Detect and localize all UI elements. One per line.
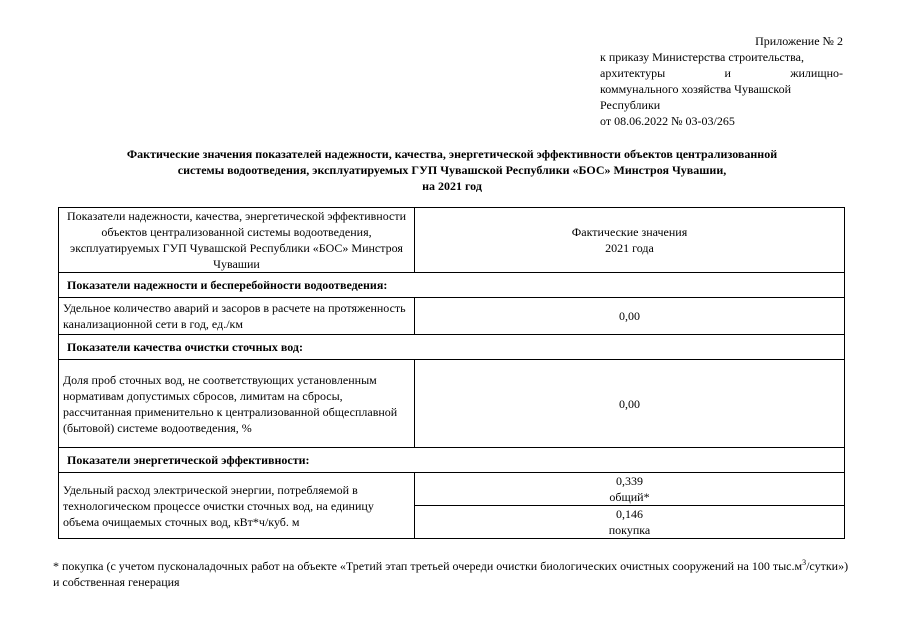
indicators-table: [58, 207, 845, 539]
value-note: общий*: [609, 490, 650, 504]
document-title: [40, 146, 864, 194]
indicator-value: 0,00: [415, 298, 845, 335]
indicator-value: 0,00: [415, 360, 845, 448]
section-row: [59, 335, 845, 360]
value-number: 0,146: [616, 507, 643, 521]
header-indicators-cell: Показатели надежности, качества, энергетической эффективности объектов централизованной системы водоотведения, эксплуатируемых ГУП Чувашской Республики «БОС» Минстроя Чувашии: [59, 208, 415, 273]
indicator-label: Удельный расход электрической энергии, потребляемой в технологическом процессе очистки сточных вод, на единицу объема очищаемых сточных вод, кВт*ч/куб. м: [59, 473, 415, 539]
footnote: [53, 558, 853, 590]
table-header-row: [59, 208, 845, 273]
indicator-label: Удельное количество аварий и засоров в расчете на протяженность канализационной сети в год, ед./км: [59, 298, 415, 335]
value-number: 0,339: [616, 474, 643, 488]
header-values-line: Фактические значения: [571, 225, 688, 239]
value-note: покупка: [608, 523, 651, 537]
appendix-word: жилищно-: [790, 66, 843, 80]
appendix-line: коммунального хозяйства Чувашской: [600, 82, 792, 96]
appendix-order-date: от 08.06.2022 № 03-03/265: [600, 114, 735, 128]
section-energy: Показатели энергетической эффективности:: [59, 448, 845, 473]
appendix-title: Приложение № 2: [755, 34, 843, 48]
header-values-year: 2021 года: [605, 241, 654, 255]
appendix-line: Республики: [600, 98, 661, 112]
appendix-line-justified: [600, 65, 843, 81]
indicator-value-total: [415, 473, 845, 506]
appendix-line: к приказу Министерства строительства,: [600, 50, 804, 64]
section-quality: Показатели качества очистки сточных вод:: [59, 335, 845, 360]
table-row: [59, 473, 845, 506]
footnote-text-end: /сутки») и собственная генерация: [53, 559, 849, 589]
title-line: системы водоотведения, эксплуатируемых ГУП Чувашской Республики «БОС» Минстроя Чувашии,: [177, 163, 727, 177]
footnote-text: * покупка (с учетом пусконаладочных работ на объекте «Третий этап третьей очереди очистки биологических очистных сооружений на 100 тыс.м: [53, 559, 803, 573]
indicator-value-purchase: [415, 506, 845, 539]
section-reliability: Показатели надежности и бесперебойности водоотведения:: [59, 273, 845, 298]
indicator-label: Доля проб сточных вод, не соответствующих установленным нормативам допустимых сбросов, лимитам на сбросы, рассчитанная применительно к централизованной общесплавной (бытовой) системе водоотведения, %: [59, 360, 415, 448]
header-values-cell: [415, 208, 845, 273]
appendix-block: [600, 33, 843, 129]
title-line: Фактические значения показателей надежности, качества, энергетической эффективности объектов централизованной: [126, 147, 778, 161]
section-row: [59, 448, 845, 473]
appendix-word: архитектуры: [600, 66, 666, 80]
title-line: на 2021 год: [422, 179, 482, 193]
footnote-superscript: 3: [802, 558, 807, 567]
table-row: [59, 360, 845, 448]
table-row: [59, 298, 845, 335]
section-row: [59, 273, 845, 298]
appendix-word: и: [724, 66, 731, 80]
